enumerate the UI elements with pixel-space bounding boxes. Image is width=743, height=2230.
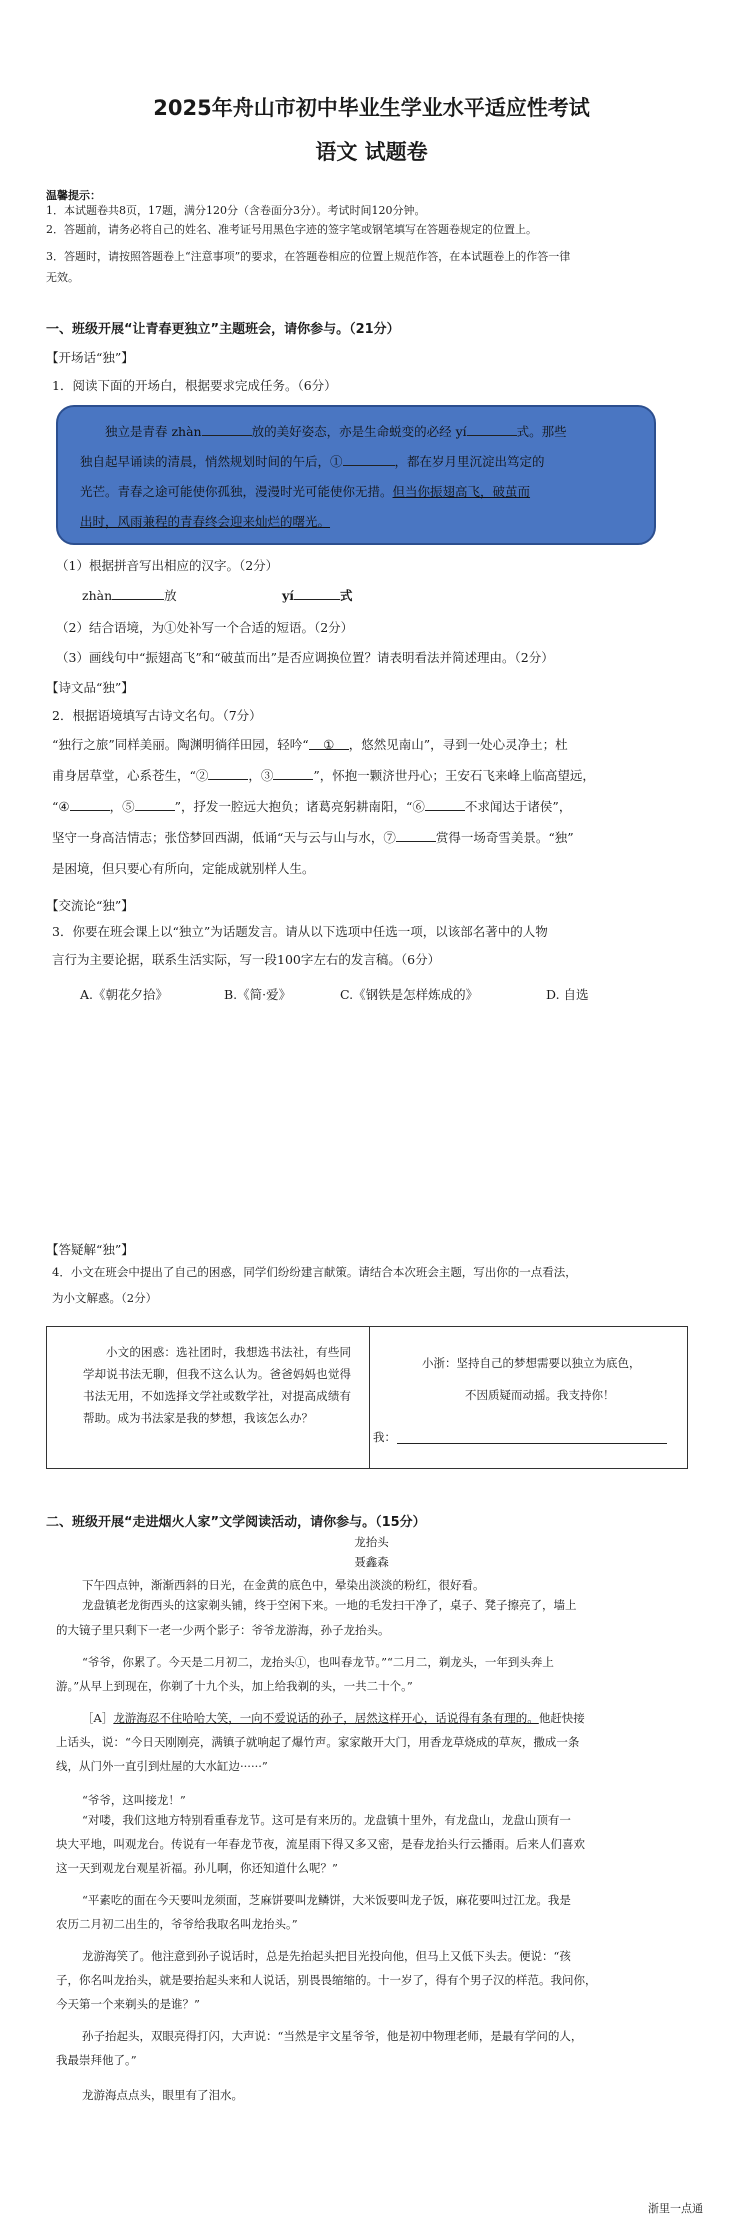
story-para-8-line1: 龙游海笑了。他注意到孙子说话时，总是先抬起头把目光投向他，但马上又低下头去。便说：“孩 (82, 1949, 571, 1963)
speech-line2b: ，都在岁月里沉淀出笃定的 (394, 454, 545, 469)
story-para-9-line2: 我最崇拜他了。” (56, 2053, 137, 2067)
exam-title: 2025年舟山市初中毕业生学业水平适应性考试 (153, 96, 590, 120)
story-para-5: “爷爷，这叫接龙！” (82, 1793, 186, 1807)
story-para-6-line3: 这一天到观龙台观星祈福。孙儿啊，你还知道什么呢？” (56, 1861, 338, 1875)
opening-speech-box (56, 405, 656, 545)
notice-item-3: 3．答题时，请按照答题卷上“注意事项”的要求，在答题卷相应的位置上规范作答，在本试题卷上的作答一律 (46, 250, 571, 263)
part2-label: 【诗文品“独”】 (46, 680, 134, 695)
pinyin-yi: yí (282, 588, 295, 603)
question-1-3: （3）画线句中“振翅高飞”和“破茧而出”是否应调换位置？请表明看法并简述理由。（2分） (56, 650, 554, 665)
speech-line1a: 独立是青春 zhàn (105, 424, 202, 439)
my-answer-line[interactable] (397, 1443, 667, 1444)
q2-line4a: 坚守一身高洁情志；张岱梦回西湖，低诵“天与云与山与水，⑦ (52, 830, 396, 845)
table-divider (369, 1327, 370, 1468)
speech-line1c: 式。那些 (516, 424, 567, 439)
q2-line-4 (52, 828, 574, 846)
poem-blank-2 (208, 767, 248, 780)
option-b: B.《简·爱》 (224, 987, 292, 1002)
q2-line-2 (52, 766, 595, 784)
question-3-line2: 言行为主要论据，联系生活实际，写一段100字左右的发言稿。（6分） (52, 952, 441, 967)
story-para-3-line2: 游。”从早上到现在，你剃了十九个头，加上给我剃的头，一共二十个。” (56, 1679, 413, 1693)
question-3-line1: 3．你要在班会课上以“独立”为话题发言。请从以下选项中任选一项，以该部名著中的人物 (52, 924, 548, 939)
question-1: 1．阅读下面的开场白，根据要求完成任务。（6分） (52, 378, 337, 393)
underlined-sentence-part2: 出时，风雨兼程的青春终会迎来灿烂的曙光。 (80, 514, 331, 529)
annotation-a-marker: ［A］ (82, 1711, 114, 1725)
question-4-line1: 4．小文在班会中提出了自己的困惑，同学们纷纷建言献策。请结合本次班会主题，写出你的一点看法， (52, 1265, 577, 1279)
story-author: 聂鑫森 (354, 1555, 389, 1569)
story-para-4-line1 (82, 1708, 585, 1729)
my-answer-label: 我： (373, 1430, 396, 1444)
pinyin-answer-blank-2 (294, 587, 340, 600)
opening-speech-text (80, 417, 636, 537)
notice-item-4: 无效。 (46, 271, 79, 284)
pinyin-answer-1 (82, 586, 177, 604)
q2-line3a: “④ (52, 799, 70, 814)
option-c: C.《钢铁是怎样炼成的》 (340, 987, 479, 1002)
section1-heading: 一、班级开展“让青春更独立”主题班会，请你参与。（21分） (46, 322, 400, 337)
q2-line2a: 甫身居草堂，心系苍生，“② (52, 768, 209, 783)
story-para-9-line1: 孙子抬起头，双眼亮得打闪，大声说：“当然是宇文星爷爷，他是初中物理老师，是最有学问的人， (82, 2029, 583, 2043)
speech-line2a: 独自起早诵读的清晨，悄然规划时间的午后，① (80, 454, 343, 469)
story-para-10: 龙游海点点头，眼里有了泪水。 (82, 2088, 243, 2102)
question-4-line2: 为小文解惑。（2分） (52, 1291, 158, 1305)
question-1-1: （1）根据拼音写出相应的汉字。（2分） (56, 558, 279, 573)
xiaowen-confusion: 小文的困惑：选社团时，我想选书法社，有些同学却说书法无聊，但我不这么认为。爸爸妈妈也觉得书法无用，不如选择文学社或数学社，对提高成绩有帮助。成为书法家是我的梦想，我该怎么办？ (83, 1345, 351, 1425)
story-para-4-line3: 线，从门外一直引到灶屋的大水缸边······” (56, 1759, 268, 1773)
story-para-8-line3: 今天第一个来剃头的是谁？” (56, 1997, 200, 2011)
poem-blank-4 (70, 798, 110, 811)
pinyin-blank-1 (202, 423, 252, 436)
pinyin-answer-2 (282, 586, 353, 604)
notice-item-1: 1．本试题卷共8页，17题，满分120分（含卷面分3分）。考试时间120分钟。 (46, 204, 426, 217)
q2-line-3 (52, 797, 571, 815)
story-para-7-line2: 农历二月初二出生的，爷爷给我取名叫龙抬头。” (56, 1917, 298, 1931)
pinyin-blank-2 (467, 423, 517, 436)
q2-line2c: ”，怀抱一颗济世丹心；王安石飞来峰上临高望远， (313, 768, 595, 783)
question-1-2: （2）结合语境，为①处补写一个合适的短语。（2分） (56, 620, 354, 635)
q2-line3b: ，⑤ (109, 799, 135, 814)
pinyin-answer-blank-1 (112, 587, 164, 600)
part3-label: 【交流论“独”】 (46, 898, 134, 913)
pinyin-zhan-suffix: 放 (164, 588, 177, 603)
speech-line3a: 光芒。青春之途可能使你孤独，漫漫时光可能使你无措。 (80, 484, 393, 499)
q2-line3d: 不求闻达于诸侯”， (464, 799, 572, 814)
poem-blank-7 (396, 829, 436, 842)
notice-item-2: 2．答题前，请务必将自己的姓名、准考证号用黑色字迹的签字笔或钢笔填写在答题卷规定的位置上。 (46, 223, 537, 236)
xiaozhe-advice-line1: 小浙：坚持自己的梦想需要以独立为底色， (422, 1356, 641, 1370)
poem-blank-6 (425, 798, 465, 811)
phrase-blank-1 (343, 453, 395, 466)
q2-line4b: 赏得一场奇雪美景。“独” (435, 830, 574, 845)
poem-blank-1: ① (309, 737, 349, 750)
story-para-4-tail: 他赶快接 (538, 1711, 585, 1725)
xiaozhe-advice-line2: 不因质疑而动摇。我支持你！ (465, 1388, 615, 1402)
exam-subtitle: 语文 试题卷 (315, 140, 428, 164)
story-para-3-line1: “爷爷，你累了。今天是二月初二，龙抬头①，也叫春龙节。”“二月二，剃龙头，一年到头奔上 (82, 1655, 554, 1669)
story-para-2-line1: 龙盘镇老龙街西头的这家剃头铺，终于空闲下来。一地的毛发扫干净了，桌子、凳子擦亮了，墙上 (82, 1598, 577, 1612)
section2-heading: 二、班级开展“走进烟火人家”文学阅读活动，请你参与。（15分） (46, 1515, 426, 1530)
q2-line-1 (52, 735, 568, 753)
q2-line2b: ，③ (248, 768, 274, 783)
q2-line3c: ”，抒发一腔远大抱负；诸葛亮躬耕南阳，“⑥ (174, 799, 425, 814)
pinyin-zhan: zhàn (82, 588, 113, 603)
pinyin-yi-suffix: 式 (340, 588, 353, 603)
footer-watermark: 浙里一点通 (648, 2202, 703, 2215)
story-para-8-line2: 子，你名叫龙抬头，就是要抬起头来和人说话，别畏畏缩缩的。十一岁了，得有个男子汉的样范。我问你， (56, 1973, 597, 1987)
notice-heading: 温馨提示： (46, 189, 101, 202)
option-a: A.《朝花夕拾》 (80, 987, 169, 1002)
story-para-6-line2: 块大平地，叫观龙台。传说有一年春龙节夜，流星雨下得又多又密，是春龙抬头行云播雨。后来人们喜欢 (56, 1837, 585, 1851)
q2-line-5: 是困境，但只要心有所向，定能成就别样人生。 (52, 861, 315, 876)
q2-line1a: “独行之旅”同样美丽。陶渊明徜徉田园，轻吟“ (52, 737, 309, 752)
q2-line1b: ，悠然见南山”，寻到一处心灵净土；杜 (348, 737, 568, 752)
story-para-7-line1: “平素吃的面在今天要叫龙须面，芝麻饼要叫龙鳞饼，大米饭要叫龙子饭，麻花要叫过江龙。我是 (82, 1893, 571, 1907)
story-para-4-line2: 上话头，说：“今日天刚刚亮，满镇子就响起了爆竹声。家家敞开大门，用香龙草烧成的草灰，撒成一条 (56, 1735, 580, 1749)
part4-label: 【答疑解“独”】 (46, 1242, 134, 1257)
poem-blank-3 (273, 767, 313, 780)
underlined-sentence-part1: 但当你振翅高飞，破茧而 (392, 484, 531, 499)
option-d: D. 自选 (546, 987, 589, 1002)
question-2: 2．根据语境填写古诗文名句。（7分） (52, 708, 262, 723)
speech-line1b: 放的美好姿态，亦是生命蜕变的必经 yí (251, 424, 467, 439)
part1-label: 【开场话“独”】 (46, 350, 134, 365)
advice-table (46, 1326, 688, 1469)
story-para-6-line1: “对喽，我们这地方特别看重春龙节。这可是有来历的。龙盘镇十里外，有龙盘山，龙盘山顶有一 (82, 1813, 571, 1827)
story-para-1: 下午四点钟，渐渐西斜的日光，在金黄的底色中，晕染出淡淡的粉红，很好看。 (82, 1578, 485, 1592)
underlined-sentence-a: 龙游海忍不住哈哈大笑，一向不爱说话的孙子，居然这样开心，话说得有条有理的。 (113, 1711, 539, 1725)
story-para-2-line2: 的大镜子里只剩下一老一少两个影子：爷爷龙游海，孙子龙抬头。 (56, 1623, 390, 1637)
story-title: 龙抬头 (354, 1535, 389, 1549)
poem-blank-5 (135, 798, 175, 811)
